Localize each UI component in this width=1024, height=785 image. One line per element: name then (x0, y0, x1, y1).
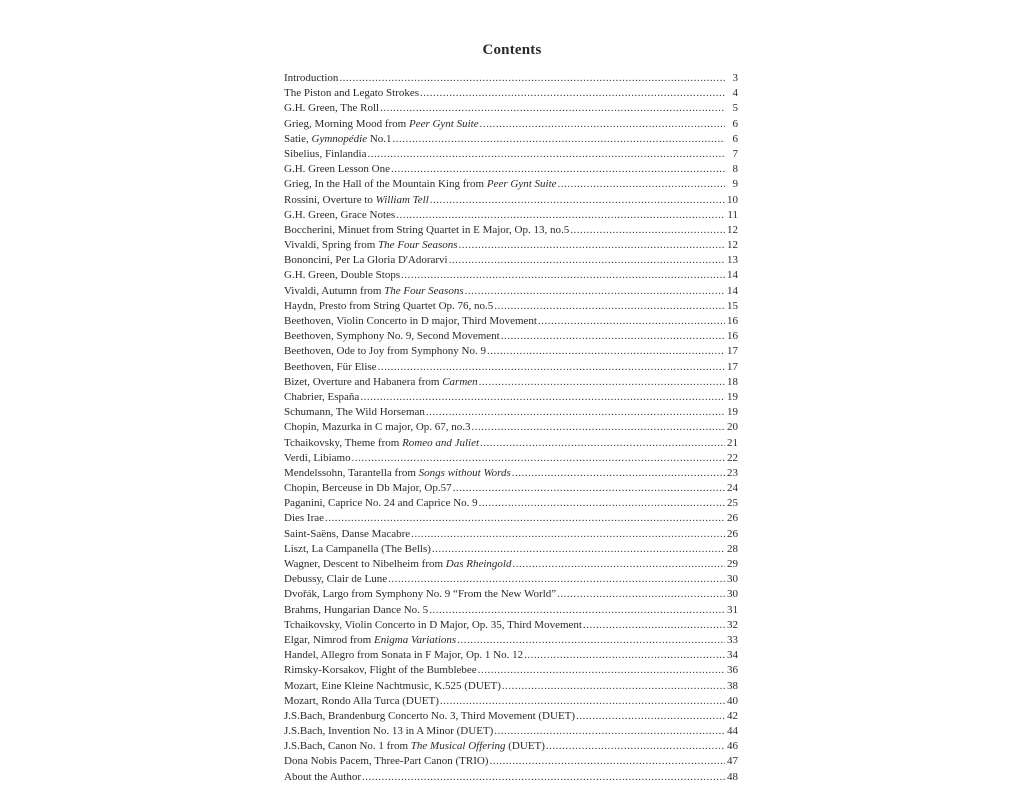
toc-entry-title-text: Grieg, Morning Mood from (284, 117, 409, 130)
toc-entry-page-number: 28 (727, 542, 738, 555)
toc-entry-page-number: 30 (727, 573, 738, 586)
toc-entry-page-number: 31 (727, 603, 738, 616)
toc-entry-title-text: Saint-Saëns, Danse Macabre (284, 527, 411, 540)
toc-dot-leader (513, 557, 726, 572)
toc-entry-title (284, 754, 488, 769)
toc-dot-leader (583, 618, 725, 633)
toc-entry (284, 238, 738, 253)
toc-entry (284, 162, 738, 177)
toc-entry-title (284, 177, 557, 192)
toc-entry (284, 481, 738, 496)
toc-entry-page-number: 16 (727, 330, 738, 343)
toc-entry-page-number: 24 (727, 482, 738, 495)
toc-entry (284, 542, 738, 557)
toc-entry-title-text: J.S.Bach, Brandenburg Concerto No. 3, Third Movement (DUET) (284, 709, 576, 722)
toc-entry-page-number: 26 (727, 512, 738, 525)
toc-entry-page-number: 12 (727, 223, 738, 236)
toc-dot-leader (570, 223, 725, 238)
toc-entry-title (284, 663, 477, 678)
toc-entry-page-number: 48 (727, 770, 738, 783)
toc-entry (284, 663, 738, 678)
toc-entry-title (284, 405, 425, 420)
toc-dot-leader (325, 511, 725, 526)
toc-entry-title-italic: Peer Gynt Suite (486, 178, 557, 191)
toc-entry-title (284, 496, 478, 511)
toc-dot-leader (576, 709, 725, 724)
toc-entry-title (284, 679, 501, 694)
toc-entry-title (284, 375, 478, 390)
toc-entry-title (284, 253, 448, 268)
toc-entry-title-text: Tchaikovsky, Violin Concerto in D Major, Op. 35, Third Movement (284, 618, 582, 631)
toc-entry (284, 633, 738, 648)
toc-entry-title (284, 223, 569, 238)
toc-entry-title (284, 511, 324, 526)
toc-entry (284, 117, 738, 132)
toc-entry (284, 754, 738, 769)
toc-entry-title-text: Elgar, Nimrod from (284, 633, 374, 646)
toc-entry-title-text: Beethoven, Symphony No. 9, Second Movement (284, 330, 500, 343)
toc-entry-title-italic: Enigma Variations (373, 633, 457, 646)
toc-dot-leader (557, 587, 725, 602)
toc-entry-title (284, 709, 575, 724)
toc-entry-title-text: Beethoven, Ode to Joy from Symphony No. 9 (284, 345, 486, 358)
toc-entry-title (284, 436, 479, 451)
toc-dot-leader (388, 572, 725, 587)
toc-entry-page-number: 44 (727, 725, 738, 738)
toc-entry-page-number: 14 (727, 269, 738, 282)
toc-entry-title-text: Vivaldi, Autumn from (284, 284, 385, 297)
toc-entry (284, 86, 738, 101)
toc-entry-title-italic: The Four Seasons (384, 284, 464, 297)
toc-entry-title (284, 557, 512, 572)
toc-dot-leader (457, 633, 725, 648)
toc-entry-title-text: Beethoven, Violin Concerto in D major, Third Movement (284, 315, 537, 327)
toc-entry-page-number: 6 (732, 132, 738, 145)
toc-entry-title-text: Mozart, Eine Kleine Nachtmusic, K.525 (DUET) (284, 679, 501, 692)
toc-entry-title (284, 71, 338, 86)
toc-entry-title-italic: Carmen (442, 375, 478, 388)
toc-dot-leader (494, 724, 725, 739)
toc-entry (284, 694, 738, 709)
toc-entry-title-italic: Romeo and Juliet (402, 436, 480, 449)
toc-entry-title (284, 268, 400, 283)
toc-entry-title (284, 603, 428, 618)
toc-entry-page-number: 9 (732, 178, 738, 191)
toc-entry-page-number: 26 (727, 527, 738, 540)
toc-entry (284, 405, 738, 420)
toc-entry-title (284, 238, 458, 253)
toc-entry-title-italic: William Tell (375, 193, 429, 206)
toc-entry-title (284, 648, 523, 663)
toc-entry-title (284, 390, 359, 405)
toc-entry-title (284, 739, 545, 754)
toc-entry-title-text: Grieg, In the Hall of the Mountain King from (284, 178, 487, 191)
toc-entry-page-number: 19 (727, 390, 738, 403)
toc-entry-page-number: 38 (727, 679, 738, 692)
toc-dot-leader (420, 86, 725, 101)
toc-entry (284, 436, 738, 451)
toc-entry-title-italic: The Musical Offering (410, 740, 506, 753)
toc-entry-title-italic: The Four Seasons (378, 239, 458, 252)
toc-dot-leader (432, 542, 725, 557)
toc-entry-title-text: About the Author (284, 770, 361, 783)
toc-entry-page-number: 30 (727, 588, 738, 601)
toc-entry-title (284, 724, 493, 739)
toc-entry-title (284, 360, 377, 375)
toc-dot-leader (459, 238, 725, 253)
toc-entry-page-number: 5 (732, 102, 738, 115)
toc-entry-title-italic: Songs without Words (418, 466, 511, 479)
toc-entry-page-number: 13 (727, 254, 738, 267)
toc-entry-title-text: Brahms, Hungarian Dance No. 5 (284, 603, 429, 616)
toc-entry-title-text: Beethoven, Für Elise (284, 360, 377, 373)
toc-entry-title-text: Bizet, Overture and Habanera from (284, 375, 443, 388)
toc-entry-title-text: Paganini, Caprice No. 24 and Caprice No. 9 (284, 497, 478, 510)
toc-entry-title (284, 694, 439, 709)
toc-entry-title (284, 329, 500, 344)
toc-dot-leader (546, 739, 725, 754)
toc-entry-page-number: 32 (727, 618, 738, 631)
toc-entry-title-text: J.S.Bach, Canon No. 1 from (284, 740, 411, 753)
toc-dot-leader (429, 603, 725, 618)
toc-entry-page-number: 7 (732, 147, 738, 160)
toc-entry-title (284, 208, 395, 223)
toc-entry-title-text: Sibelius, Finlandia (284, 147, 367, 160)
toc-entry-title-text: Haydn, Presto from String Quartet Op. 76, no.5 (284, 299, 494, 312)
toc-entry (284, 603, 738, 618)
toc-entry (284, 344, 738, 359)
toc-dot-leader (524, 648, 725, 663)
toc-entry (284, 299, 738, 314)
toc-dot-leader (502, 679, 725, 694)
toc-entry (284, 648, 738, 663)
toc-entry-title (284, 86, 419, 101)
toc-entry-title-text: Liszt, La Campanella (The Bells) (284, 542, 431, 555)
toc-entry-page-number: 17 (727, 360, 738, 373)
toc-dot-leader (489, 754, 725, 769)
toc-dot-leader (479, 496, 725, 511)
toc-entry (284, 223, 738, 238)
toc-entry-page-number: 19 (727, 406, 738, 419)
toc-entry-title-text: Dona Nobis Pacem, Three-Part Canon (TRIO) (284, 755, 489, 768)
toc-entry (284, 770, 738, 785)
toc-entry-page-number: 34 (727, 649, 738, 662)
toc-entry-page-number: 23 (727, 466, 738, 479)
toc-entry (284, 618, 738, 633)
toc-dot-leader (352, 451, 725, 466)
toc-dot-leader (380, 101, 725, 116)
toc-entry-page-number: 33 (727, 633, 738, 646)
toc-entry (284, 284, 738, 299)
toc-entry-title-text: G.H. Green Lesson One (284, 163, 390, 176)
toc-entry-title-text: Verdi, Libiamo (284, 451, 351, 464)
toc-dot-leader (411, 527, 725, 542)
toc-dot-leader (478, 663, 725, 678)
toc-entry-page-number: 8 (732, 163, 738, 176)
toc-entry-title-text: G.H. Green, Double Stops (284, 269, 401, 282)
toc-entry (284, 724, 738, 739)
toc-entry-title (284, 770, 361, 785)
toc-entry (284, 420, 738, 435)
toc-entry-title-text: Dies Irae (284, 512, 325, 525)
toc-entry-title-text: Chabrier, España (284, 390, 360, 403)
toc-entry-page-number: 3 (732, 72, 738, 84)
toc-entry (284, 709, 738, 724)
toc-entry (284, 208, 738, 223)
toc-entry (284, 375, 738, 390)
toc-dot-leader (401, 268, 725, 283)
toc-entry-title-text: The Piston and Legato Strokes (284, 87, 420, 100)
toc-entry-page-number: 25 (727, 497, 738, 510)
toc-entry (284, 253, 738, 268)
toc-entry (284, 329, 738, 344)
toc-dot-leader (430, 193, 725, 208)
toc-entry-page-number: 36 (727, 664, 738, 677)
toc-entry-page-number: 42 (727, 709, 738, 722)
toc-entry (284, 451, 738, 466)
toc-entry-title (284, 618, 582, 633)
toc-dot-leader (558, 177, 725, 192)
toc-entry-title-text: Handel, Allegro from Sonata in F Major, Op. 1 No. 12 (284, 649, 524, 662)
toc-dot-leader (339, 71, 725, 86)
toc-dot-leader (479, 375, 725, 390)
toc-entry-title (284, 344, 486, 359)
toc-entry-page-number: 47 (727, 755, 738, 768)
toc-entry-page-number: 14 (727, 284, 738, 297)
toc-entry (284, 557, 738, 572)
toc-dot-leader (362, 770, 725, 785)
table-of-contents (284, 71, 738, 785)
toc-entry (284, 572, 738, 587)
toc-entry-page-number: 40 (727, 694, 738, 707)
toc-dot-leader (393, 132, 725, 147)
toc-entry (284, 147, 738, 162)
toc-entry (284, 177, 738, 192)
toc-entry (284, 101, 738, 116)
toc-dot-leader (396, 208, 725, 223)
toc-dot-leader (391, 162, 725, 177)
toc-entry-page-number: 6 (732, 117, 738, 130)
toc-entry-page-number: 29 (727, 558, 738, 570)
toc-entry-title (284, 117, 479, 132)
toc-entry-title-text: Bononcini, Per La Gloria D'Adorarvi (284, 254, 448, 267)
toc-entry-page-number: 46 (727, 740, 738, 753)
toc-entry (284, 268, 738, 283)
toc-entry (284, 511, 738, 526)
toc-entry (284, 71, 738, 86)
toc-entry-title-text: Chopin, Berceuse in Db Major, Op.57 (284, 482, 452, 495)
toc-dot-leader (472, 420, 725, 435)
toc-entry-title (284, 147, 367, 162)
toc-entry-title (284, 314, 537, 329)
toc-entry-title-text: Mozart, Rondo Alla Turca (DUET) (284, 694, 439, 707)
toc-dot-leader (378, 360, 725, 375)
toc-dot-leader (480, 117, 725, 132)
toc-entry-page-number: 15 (727, 299, 738, 312)
toc-entry-page-number: 18 (727, 375, 738, 388)
toc-entry (284, 132, 738, 147)
toc-entry-title-text: Schumann, The Wild Horseman (284, 406, 425, 419)
toc-entry-title-text: (DUET) (505, 740, 545, 753)
toc-entry (284, 193, 738, 208)
toc-entry-title-italic: Gymnopédie (311, 132, 368, 145)
toc-entry-title (284, 527, 410, 542)
toc-entry-title (284, 466, 511, 481)
toc-dot-leader (512, 466, 725, 481)
toc-dot-leader (440, 694, 725, 709)
toc-entry-title (284, 132, 392, 147)
toc-dot-leader (426, 405, 725, 420)
toc-dot-leader (360, 390, 725, 405)
toc-entry-title-text: Mendelssohn, Tarantella from (284, 466, 419, 479)
toc-entry (284, 679, 738, 694)
toc-entry-page-number: 12 (727, 239, 738, 252)
toc-entry-title-text: Wagner, Descent to Nibelheim from (284, 558, 446, 570)
toc-entry-title-text: Chopin, Mazurka in C major, Op. 67, no.3 (284, 421, 471, 434)
toc-dot-leader (465, 284, 725, 299)
toc-entry-title (284, 162, 390, 177)
toc-dot-leader (538, 314, 725, 329)
toc-entry-title-text: Rossini, Overture to (284, 193, 376, 206)
toc-dot-leader (453, 481, 725, 496)
toc-entry-title-italic: Peer Gynt Suite (408, 117, 479, 130)
toc-entry-title-text: No.1 (367, 132, 392, 145)
page-title: Contents (482, 42, 542, 58)
toc-entry (284, 587, 738, 602)
toc-dot-leader (449, 253, 725, 268)
toc-dot-leader (480, 436, 725, 451)
toc-entry-title (284, 572, 387, 587)
toc-entry-title-text: Dvořák, Largo from Symphony No. 9 “From the New World” (284, 588, 557, 601)
toc-entry-title-text: Boccherini, Minuet from String Quartet in E Major, Op. 13, no.5 (284, 223, 570, 236)
toc-entry-title (284, 284, 464, 299)
toc-entry-title (284, 193, 429, 208)
toc-entry-title-italic: Das Rheingold (445, 558, 512, 570)
toc-entry-title-text: Debussy, Clair de Lune (284, 573, 388, 586)
toc-entry-page-number: 4 (732, 87, 738, 100)
toc-entry-page-number: 16 (727, 315, 738, 327)
toc-entry-title-text: G.H. Green, The Roll (284, 102, 380, 115)
toc-entry-title-text: Tchaikovsky, Theme from (284, 436, 403, 449)
toc-entry (284, 466, 738, 481)
toc-entry-title (284, 587, 556, 602)
toc-entry-title (284, 101, 379, 116)
toc-entry-title-text: J.S.Bach, Invention No. 13 in A Minor (DUET) (284, 725, 494, 738)
toc-entry-page-number: 21 (727, 436, 738, 449)
toc-entry-title (284, 420, 471, 435)
toc-entry (284, 314, 738, 329)
toc-entry-page-number: 20 (727, 421, 738, 434)
toc-entry (284, 739, 738, 754)
toc-entry (284, 527, 738, 542)
toc-entry-page-number: 22 (727, 451, 738, 464)
toc-entry-title (284, 451, 351, 466)
toc-entry-page-number: 10 (727, 193, 738, 206)
toc-entry-title-text: Rimsky-Korsakov, Flight of the Bumblebee (284, 664, 477, 677)
toc-entry-title (284, 299, 493, 314)
toc-entry-title (284, 542, 431, 557)
toc-entry-page-number: 17 (727, 345, 738, 358)
toc-entry (284, 360, 738, 375)
toc-entry-title-text: Introduction (284, 72, 339, 84)
toc-entry-page-number: 11 (727, 208, 738, 221)
toc-dot-leader (487, 344, 725, 359)
toc-entry (284, 496, 738, 511)
toc-dot-leader (494, 299, 725, 314)
toc-entry-title-text: G.H. Green, Grace Notes (284, 208, 396, 221)
toc-dot-leader (501, 329, 725, 344)
toc-entry-title-text: Vivaldi, Spring from (284, 239, 379, 252)
toc-entry-title (284, 633, 456, 648)
toc-entry (284, 390, 738, 405)
toc-dot-leader (368, 147, 726, 162)
toc-entry-title-text: Satie, (284, 132, 312, 145)
toc-entry-title (284, 481, 452, 496)
